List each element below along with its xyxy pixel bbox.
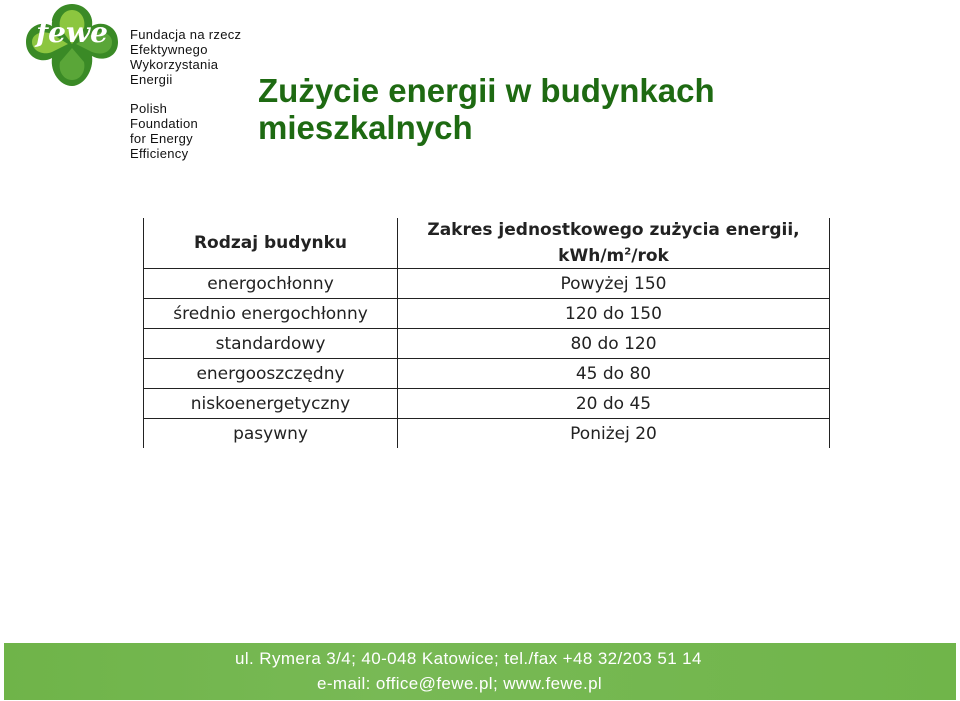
- table-row: [144, 329, 830, 359]
- logo-letters: fewe: [36, 16, 108, 49]
- header-building-type: Rodzaj budynku: [144, 218, 398, 269]
- cell-building-type: energochłonny: [144, 269, 398, 299]
- org-name-en-1: Polish: [130, 101, 168, 116]
- cell-consumption-range: 120 do 150: [398, 299, 830, 329]
- table-header-row: [144, 218, 830, 269]
- cell-building-type: pasywny: [144, 419, 398, 449]
- header-range-line-1: Zakres jednostkowego zużycia energii,: [427, 220, 800, 241]
- fewe-logo: [22, 0, 122, 92]
- cell-building-type: średnio energochłonny: [144, 299, 398, 329]
- org-name-pl-3: Wykorzystania: [130, 57, 219, 72]
- org-name-en-4: Efficiency: [130, 146, 189, 161]
- header-unit-sup: 2: [624, 246, 632, 258]
- table-row: [144, 419, 830, 449]
- table-row: [144, 269, 830, 299]
- org-name-pl-2: Efektywnego: [130, 42, 208, 57]
- org-name-en-3: for Energy: [130, 131, 193, 146]
- table-row: [144, 389, 830, 419]
- cell-building-type: niskoenergetyczny: [144, 389, 398, 419]
- slide-title: [258, 72, 898, 146]
- cell-building-type: standardowy: [144, 329, 398, 359]
- header-unit-post: /rok: [631, 245, 669, 266]
- cell-building-type: energooszczędny: [144, 359, 398, 389]
- header-unit-pre: kWh/m: [558, 245, 625, 266]
- footer-banner: [4, 643, 956, 700]
- energy-consumption-table: [143, 218, 830, 448]
- table-row: [144, 299, 830, 329]
- footer-address: ul. Rymera 3/4; 40-048 Katowice; tel./fax +48 32/203 51 14: [235, 649, 702, 668]
- header-consumption-range: [398, 218, 830, 269]
- cell-consumption-range: 45 do 80: [398, 359, 830, 389]
- org-name-pl-4: Energii: [130, 72, 173, 87]
- cell-consumption-range: Poniżej 20: [398, 419, 830, 449]
- cell-consumption-range: Powyżej 150: [398, 269, 830, 299]
- fewe-logo-graphic: [22, 0, 122, 92]
- cell-consumption-range: 80 do 120: [398, 329, 830, 359]
- slide-title-line-2: mieszkalnych: [258, 109, 473, 146]
- org-name-en-2: Foundation: [130, 116, 199, 131]
- cell-consumption-range: 20 do 45: [398, 389, 830, 419]
- slide-title-line-1: Zużycie energii w budynkach: [258, 72, 715, 109]
- org-name-pl-1: Fundacja na rzecz: [130, 27, 242, 42]
- table-row: [144, 359, 830, 389]
- organization-name: [130, 27, 270, 161]
- footer-contact: e-mail: office@fewe.pl; www.fewe.pl: [317, 674, 603, 693]
- org-name-spacer: [130, 87, 270, 101]
- header-range-unit: [558, 246, 669, 266]
